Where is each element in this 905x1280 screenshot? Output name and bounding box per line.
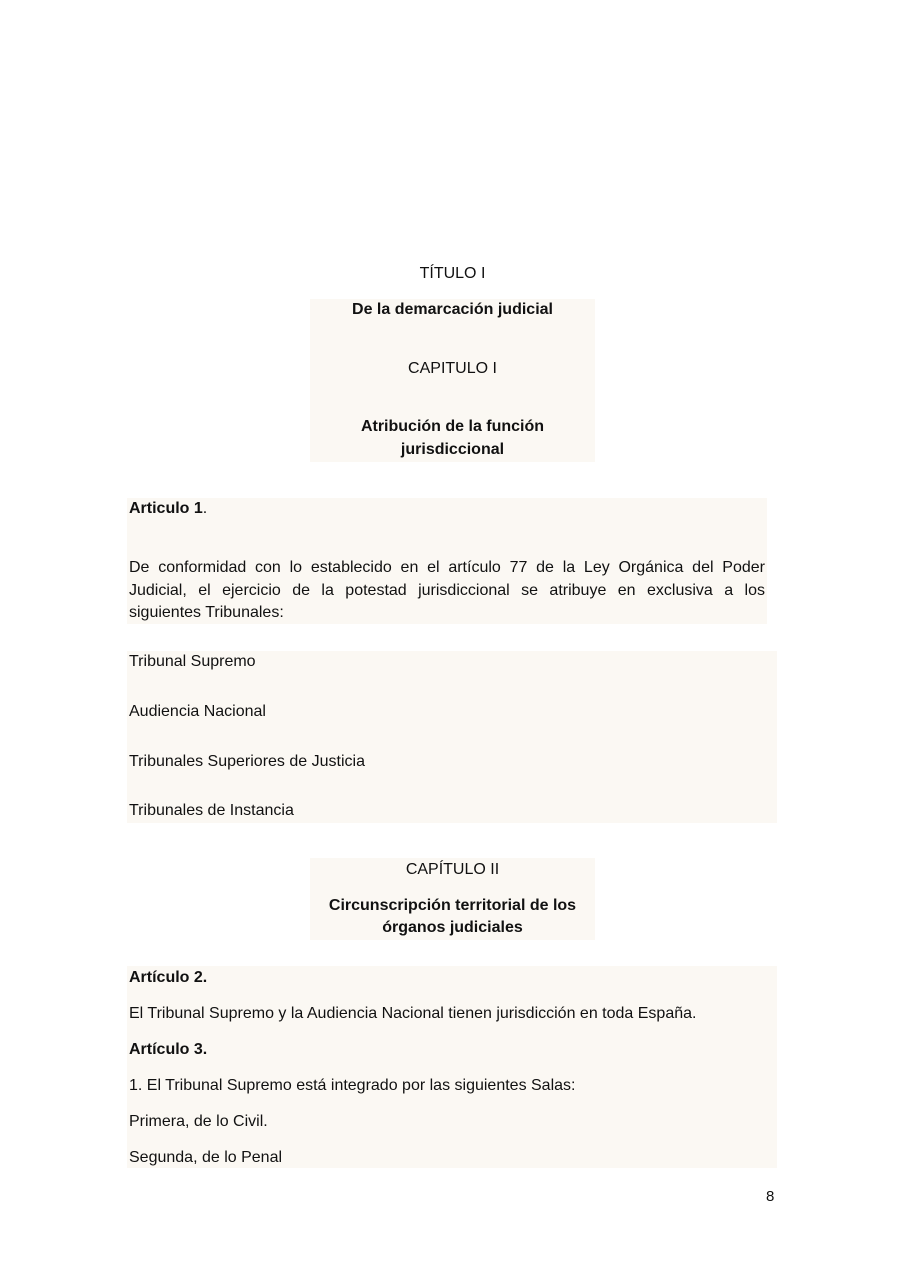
articulo2-label: Artículo 2.: [129, 969, 208, 986]
list-item: Tribunales Superiores de Justicia: [129, 753, 365, 770]
capitulo1-label: CAPITULO I: [408, 360, 497, 377]
articulo1-block: [127, 498, 767, 624]
page-number: 8: [766, 1188, 775, 1205]
articulo2-text: El Tribunal Supremo y la Audiencia Nacional tienen jurisdicción en toda España.: [129, 1005, 697, 1022]
capitulo2-block: [310, 858, 595, 940]
tribunales-list: [127, 651, 777, 823]
articulo1-label: Articulo 1: [129, 500, 203, 517]
list-item: Tribunal Supremo: [129, 653, 256, 670]
articulo1-punct: .: [202, 500, 208, 517]
articulos-block: [127, 966, 777, 1168]
titulo-label: TÍTULO I: [419, 265, 486, 282]
articulo3-sala1: Primera, de lo Civil.: [129, 1113, 268, 1130]
titulo-subtitle: De la demarcación judicial: [352, 301, 553, 318]
list-item: Audiencia Nacional: [129, 703, 266, 720]
capitulo2-heading-line2: órganos judiciales: [382, 919, 523, 936]
list-item: Tribunales de Instancia: [129, 802, 294, 819]
title-block: [310, 299, 595, 462]
articulo1-heading: [129, 500, 207, 518]
articulo1-para-line1: De conformidad con lo establecido en el artículo 77 de la Ley Orgánica del Poder: [129, 559, 765, 576]
articulo3-label: Artículo 3.: [129, 1041, 208, 1058]
capitulo2-heading-line1: Circunscripción territorial de los: [328, 897, 577, 914]
articulo3-sala2: Segunda, de lo Penal: [129, 1149, 283, 1166]
capitulo1-heading-line2: jurisdiccional: [400, 441, 505, 458]
capitulo1-heading-line1: Atribución de la función: [360, 418, 545, 435]
articulo1-para-line2: Judicial, el ejercicio de la potestad jurisdiccional se atribuye en exclusiva a los: [129, 582, 765, 599]
articulo1-para-line3: siguientes Tribunales:: [129, 604, 284, 621]
articulo3-item1: 1. El Tribunal Supremo está integrado por las siguientes Salas:: [129, 1077, 576, 1094]
capitulo2-label: CAPÍTULO II: [405, 861, 500, 878]
